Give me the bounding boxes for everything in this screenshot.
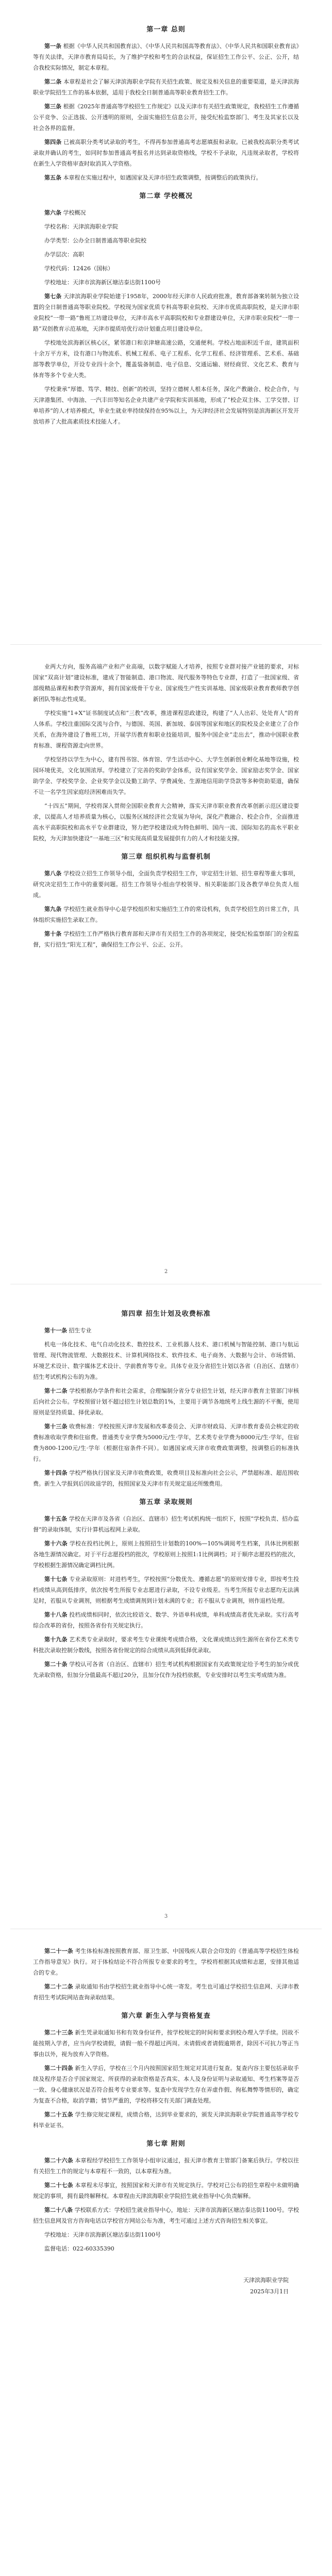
chapter-heading: 第二章 学校概况 [139,192,193,200]
page-number: 3 [164,1914,168,1919]
article-number: 第五条 [44,174,61,181]
article-paragraph [33,263,299,274]
article-text: 学生修完规定课程，成绩合格，达到毕业要求的，颁发天津滨海职业学院普通高等学校专科毕业证书。 [33,2111,300,2129]
signature-block [33,2275,299,2297]
article-paragraph [33,904,299,925]
article-paragraph [33,1513,299,1535]
article-text: 根据《2025年普通高等学校招生工作规定》以及天津市有关招生政策规定，我校招生工作遵循公平竞争、公正选拔、公开透明的原则，全面实施招生信息公开，接受纪检监察部门、考生及其家长以及社会各界的监督。 [33,103,300,132]
page-content [33,1308,299,1681]
article-number: 第三条 [44,103,62,110]
article-number: 第一条 [44,43,62,50]
article-text: 学校招生工作严格执行教育部和天津市有关招生工作的各项规定，接受纪检监察部门的全程监督，实行招生“阳光工程”，确保招生工作公平、公正、公开。 [33,931,300,948]
article-paragraph [33,221,299,232]
article-number: 第二十四条 [44,2065,73,2072]
article-paragraph [33,1421,299,1464]
article-text: 学校概况 [63,209,86,216]
article-paragraph [33,41,299,73]
chapter-heading: 第七章 附则 [146,2140,186,2148]
article-number: 第十六条 [44,1540,68,1547]
signature-date: 2025年3月1日 [250,2288,289,2295]
article-paragraph [33,384,299,427]
article-text: 学校在天津市及各省（自治区、直辖市）招生考试机构统一组织下，按照“学校负责、招办监督”的录取体制，实行计算机远程网上录取。 [33,1515,300,1533]
signature-org: 天津滨海职业学院 [243,2277,289,2284]
article-number: 第二十一条 [44,1948,73,1954]
article-text: 业两大方向，服务高端产业和产业高端，以数字赋能人才培养，按照专业群对接产业链的要求，对标国家“双高计划”建设标准，建成了智能制造、港口物流、现代服务等特色专业群，打造了一批国家级、省部级精品课程和教学资源库，拥有国家级骨干专业、国家级生产性实训基地、国家级职业教育教师教学创新团队等标志性成果。 [33,663,299,703]
article-paragraph [33,754,299,797]
article-paragraph [33,2243,299,2254]
article-paragraph [33,801,299,844]
article-text: 学校招生就业指导中心是学校组织和实施招生工作的常设机构，负责学校招生的日常工作，具体组织实施招生录取工作。 [33,906,300,923]
article-paragraph [33,1574,299,1606]
article-text: 本章程是社会了解天津滨海职业学院有关招生政策、规定及相关信息的重要渠道，是天津滨海职业学院招生工作的基本依据，适用于我校全日制普通高等职业教育招生工作。 [33,78,300,96]
article-paragraph [33,661,299,705]
article-number: 第九条 [44,906,62,912]
article-text: 学校设立招生工作领导小组，全面负责学校招生工作，审定招生计划、招生章程等重大事项，研究决定招生工作中的重要问题。招生工作领导小组由学校领导、相关职能部门及各教学单位负责人组成。 [33,870,300,899]
chapter-heading: 第四章 招生计划及收费标准 [121,1310,211,1318]
article-number: 第十五条 [44,1515,68,1522]
article-text: 本章程未尽事宜，按照国家和天津市有关规定执行。学校对已公布的招生章程中未做明确规定的事项，拥有最终解释权。本章程由天津滨海职业学院招生就业指导中心负责解释。 [33,2182,300,2199]
article-text: 录取通知书由学校招生就业指导中心统一寄发。考生也可通过学校招生信息网、天津市教育招生考试院网站查询录取结果。 [33,1983,300,2001]
article-text: 学校在投档比例上，原则上按照招生计划数的100%—105%调阅考生档案，具体比例根据各地生源情况确定。对于平行志愿投档的批次，学校原则上按照1:1比例调档；对于顺序志愿投档的批次，学校根据生源情况确定调档比例。 [33,1540,299,1569]
article-text: 学校名称：天津滨海职业学院 [44,223,118,230]
article-number: 第二十三条 [44,2029,73,2036]
article-paragraph [33,172,299,183]
article-text: 机电一体化技术、电气自动化技术、数控技术、工业机器人技术、港口机械与智能控制、港口与航运管理、现代物流管理、大数据技术、计算机网络技术、软件技术、电子商务、大数据与会计、市场营销、环境艺术设计、数字媒体艺术设计、学前教育等专业。具体专业及分省招生计划以各省（自治区、直辖市）招生考试机构公布的为准。 [33,1341,299,1380]
article-paragraph [33,1325,299,1336]
article-paragraph [33,235,299,246]
article-number: 第十七条 [44,1576,68,1583]
page-content [33,24,299,427]
article-text: 学校代码：12426（国标） [44,265,113,272]
article-paragraph [33,2180,299,2202]
article-paragraph [33,76,299,98]
article-text: 学校地址：天津市滨海新区塘沽泰达街1100号 [44,2231,161,2238]
article-text: 本章程在实施过程中，如遇国家及天津市招生政策调整，按调整后的政策执行。 [63,174,262,181]
article-number: 第八条 [44,870,62,877]
article-paragraph [33,337,299,381]
article-text: 学校认可各省（自治区、直辖市）招生考试机构根据国家有关政策规定给予考生的加分或优先录取资格，但加分分值最高不超过20分，且加分仅作为投档依据，专业安排时以考生实考成绩为准。 [33,1661,300,1678]
article-number: 第二十条 [44,1661,68,1668]
article-paragraph [33,1339,299,1382]
article-text: “十四五”期间，学校将深入贯彻全国职业教育大会精神，落实天津市职业教育改革创新示范区建设要求，以提高人才培养质量为核心，以服务区域经济社会发展为导向，深化产教融合、校企合作，全面推进高水平高职院校和高水平专业群建设，努力把学校建设成为特色鲜明、国内一流、国际知名的高水平职业院校，为天津加快建设“一基地三区”和实现高质量发展提供有力的人才和技能支撑。 [33,803,299,842]
article-paragraph [33,207,299,218]
article-paragraph [33,1538,299,1571]
document-page-1 [10,0,322,645]
article-number: 第四条 [44,139,62,145]
document-page-2 [10,645,322,1284]
chapter-heading: 第一章 总则 [146,26,186,34]
article-text: 学校严格执行国家及天津市收费政策，收费项目及标准向社会公示，严禁超标准、超范围收费。新生入学报到后因故退学的，按照国家及天津市有关规定退还所缴费用。 [33,1470,300,1487]
article-text: 学校实施“1+X”证书制度试点和“三教”改革，推进课程思政建设，构建了“人人出彩、处处育人”的育人体系。学校注重国际交流与合作，与德国、英国、新加坡、泰国等国家和地区的院校及企业建立了合作关系，在海外建设了鲁班工坊，开展学历教育和职业技能培训，服务中国企业“走出去”，推动中国职业教育标准、课程资源走向世界。 [33,710,299,749]
document-page-4 [10,1929,322,2576]
article-paragraph [33,2155,299,2177]
article-text: 学校地处滨海新区核心区，紧邻港口和京津塘高速公路，交通便利。学校占地面积近千亩，建筑面积十余万平方米，设有港口与物流系、机械工程系、电子工程系、化学工程系、经济管理系、艺术系、基础部等教学单位，开设专业四十余个，覆盖装备制造、电子信息、交通运输、财经商贸、文化艺术、教育与体育等多个专业大类。 [33,339,299,379]
article-text: 已被高职分类考试录取的考生，不得再参加普通高考志愿填报和录取。已被我校高职分类考试录取并确认的考生，如同时参加普通高考报名并达到录取资格线，学校不予录取，凡违规录取者，学校将在新生入学资格审查时取消其入学资格。 [33,139,300,167]
chapter-heading: 第三章 组织机构与监督机制 [121,853,211,861]
article-text: 专业录取原则：对进档考生，学校按照“分数优先、遵循志愿”的原则安排专业，即按考生投档成绩从高到低排序，依次按考生所报专业志愿进行录取，不设专业级差。当考生所报专业志愿均无法满足时，若服从专业调剂，则根据考生成绩调剂到计划未满的专业；若不服从专业调剂，则作退档处理。 [33,1576,300,1604]
page-content [33,661,299,950]
article-paragraph [33,249,299,260]
article-paragraph [33,1946,299,1978]
article-paragraph [33,1634,299,1656]
article-number: 第十三条 [44,1423,68,1430]
article-number: 第二十八条 [44,2207,73,2213]
article-paragraph [33,1468,299,1489]
article-text: 学校联系方式：学校招生就业指导中心，地址：天津市滨海新区塘沽泰达街1100号。学校招生信息网及官方咨询电话以学校官方网站公布为准，考生可通过上述方式咨询招生相关事宜。 [33,2207,299,2224]
article-paragraph [33,2205,299,2226]
article-text: 本章程经学校招生工作领导小组审议通过，报天津市教育主管部门备案后执行。学校以往有关招生工作的规定与本章程不一致的，以本章程为准。 [33,2157,300,2175]
article-paragraph [33,2109,299,2131]
page-number: 2 [164,1269,168,1275]
article-paragraph [33,1385,299,1418]
article-text: 根据《中华人民共和国教育法》、《中华人民共和国高等教育法》、《中华人民共和国职业教育法》等有关法律，天津市教育局局长，为了维护学校和考生的合法权益，保证招生工作公平、公正、公开，结合我校实际情况，制定本章程。 [33,43,300,71]
article-paragraph [33,101,299,134]
article-paragraph [33,1659,299,1681]
article-number: 第六条 [44,209,61,216]
article-number: 第二十二条 [44,1983,73,1990]
article-text: 收费标准：学校按照天津市发展和改革委员会、天津市财政局、天津市教育委员会核定的收费标准收取学费和住宿费。普通类专业学费为5000元/生·学年，艺术类专业学费为8000元/生·学年，住宿费为800-1200元/生·学年（根据住宿条件不同）。如遇国家或天津市收费政策调整，按调整后的标准执行。 [33,1423,300,1462]
article-paragraph [33,1981,299,2003]
article-text: 办学层次：高职 [44,251,84,258]
article-paragraph [33,868,299,901]
document-page-3 [10,1284,322,1929]
article-paragraph [33,1609,299,1631]
article-number: 第十四条 [44,1470,68,1476]
article-number: 第七条 [44,293,62,300]
article-text: 学校秉承“厚德、笃学、精技、创新”的校训，坚持立德树人根本任务，深化产教融合、校企合作，与天津港集团、中海油、一汽丰田等知名企业共建产业学院和实训基地，形成了“校企双主体、工学交替、订单培养”的人才培养模式，毕业生就业率持续保持在95%以上，为天津经济社会发展特别是滨海新区开发开放培养了大批高素质技术技能人才。 [33,386,299,425]
article-text: 考生体检标准按照教育部、原卫生部、中国残疾人联合会印发的《普通高等学校招生体检工作指导意见》执行。对于体检结论不符合所报专业要求的考生，学校将根据其成绩和志愿，安排其他适合的专业。 [33,1948,300,1976]
article-paragraph [33,928,299,950]
article-number: 第二十七条 [44,2182,73,2189]
article-number: 第十条 [44,931,62,937]
page-content [33,1946,299,2254]
article-paragraph [33,137,299,169]
article-text: 新生凭录取通知书和有效身份证件，按学校规定的时间和要求到校办理入学手续。因故不能按期入学者，应当向学校请假，请假一般不得超过两周。未请假或者请假逾期者，除因不可抗力等正当事由以外，视为放弃入学资格。 [33,2029,300,2058]
article-text: 学校地址：天津市滨海新区塘沽泰达街1100号 [44,279,161,286]
article-text: 监督电话：022-60335390 [44,2245,114,2252]
article-text: 学校坚持以学生为中心，建有图书馆、体育馆、学生活动中心、大学生创新创业孵化基地等设施，校园环境优美，文化氛围浓厚。学校建立了完善的奖助学金体系，设有国家奖学金、国家励志奖学金、国家助学金、学校奖学金、企业奖学金以及勤工助学、学费减免、生源地信用助学贷款等多种资助渠道，确保不让一名学生因家庭经济困难而失学。 [33,756,299,795]
article-paragraph [33,2027,299,2060]
article-text: 艺术类专业录取时，要求考生专业课统考成绩合格，文化课成绩达到生源所在省份艺术类专科批次录取控制分数线，按照各省份规定的综合成绩从高到低择优录取。 [33,1636,300,1654]
article-text: 投档成绩相同时，依次比较语文、数学、外语单科成绩，单科成绩高者优先录取。实行高考综合改革的省份，按照各省份有关规定执行。 [33,1611,300,1629]
article-number: 第十一条 [44,1327,67,1334]
article-paragraph [33,708,299,751]
article-paragraph [33,277,299,288]
article-paragraph [33,2229,299,2240]
article-number: 第二十六条 [44,2157,73,2164]
article-text: 学校根据办学条件和社会需求，合理编制分省分专业招生计划，经天津市教育主管部门审核后向社会公布。学校预留计划不超过招生计划总数的1%，主要用于调节各地统考上线生源的不平衡，使用原则是坚持质量、择优录取。 [33,1388,300,1416]
article-number: 第十九条 [44,1636,68,1643]
article-number: 第十八条 [44,1611,68,1618]
article-paragraph [33,291,299,334]
article-text: 天津滨海职业学院始建于1958年，2000年经天津市人民政府批准，教育部备案转制为独立设置的全日制普通高等职业院校。学校现为国家优质专科高等职业院校、天津市优质高职院校，是天津市职业院校“一带一路”鲁班工坊建设单位，天津市高水平高职院校和专业群建设单位，天津市职业院校“一带一路”双创教育示范基地，天津市提质培优行动计划重点项目建设单位。 [33,293,299,332]
chapter-heading: 第五章 录取规则 [139,1498,193,1506]
article-number: 第十二条 [44,1388,68,1394]
article-paragraph [33,2063,299,2106]
article-text: 新生入学后，学校在三个月内按照国家招生规定对其进行复查。复查内容主要包括录取手续及程序是否合乎国家规定、所获得的录取资格是否真实、本人及身份证明与录取通知、考生档案等是否一致、身心健康状况是否符合报考专业要求等。复查中发现学生存在弄虚作假、徇私舞弊等情形的，确定为复查不合格，取消学籍；情节严重的，学校将移交有关部门调查处理。 [33,2065,300,2104]
article-text: 招生专业 [69,1327,92,1334]
article-number: 第二十五条 [44,2111,73,2118]
article-text: 办学类型：公办全日制普通高等职业院校 [44,237,146,244]
chapter-heading: 第六章 新生入学与资格复查 [121,2012,211,2020]
article-number: 第二条 [44,78,62,85]
